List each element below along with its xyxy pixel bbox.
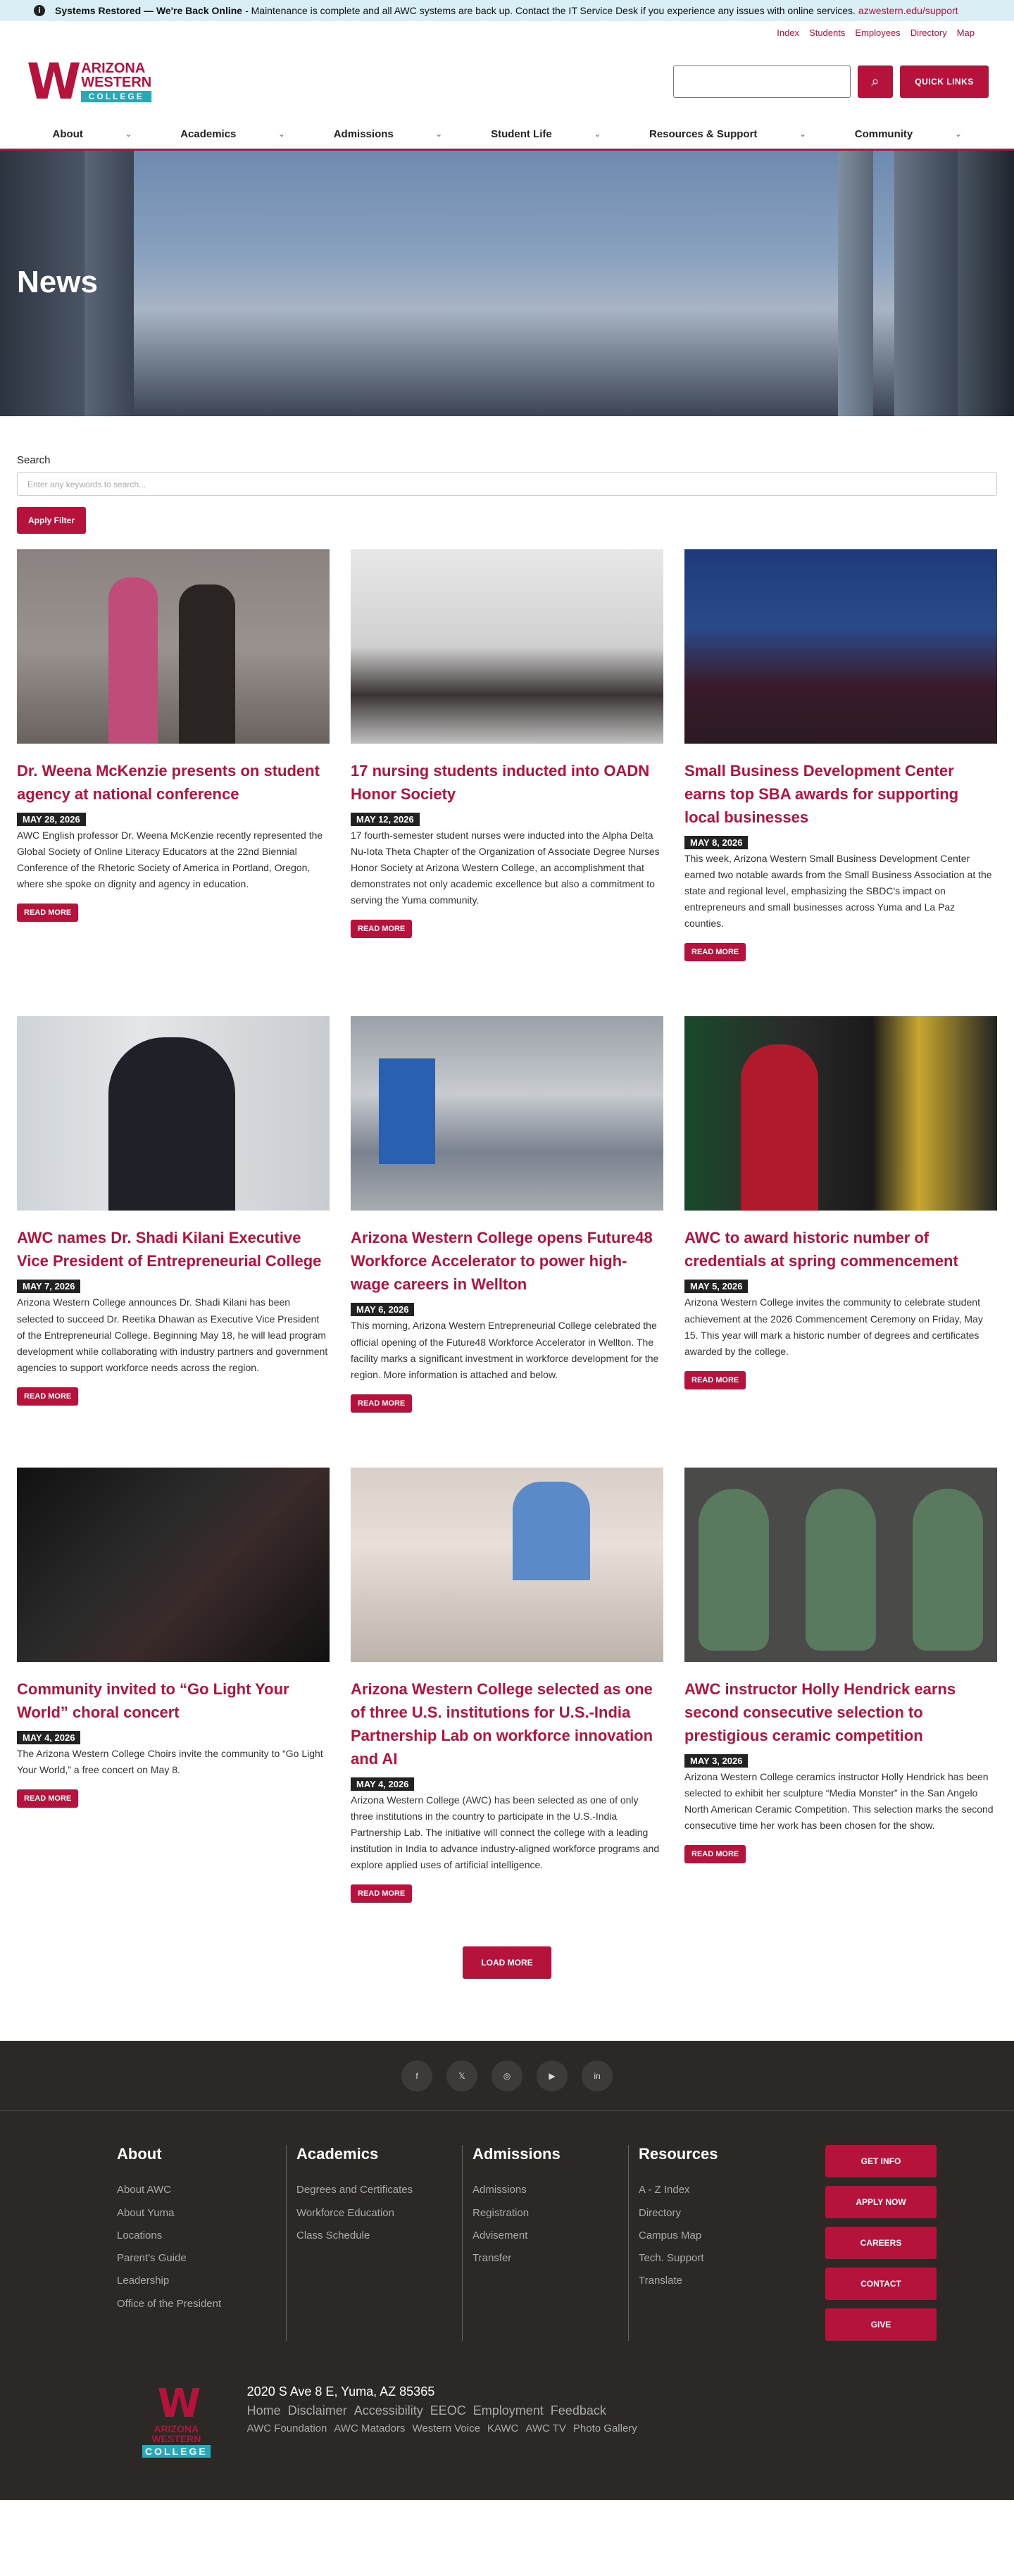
footer-bottom bbox=[0, 2341, 1014, 2458]
news-grid bbox=[0, 534, 1014, 1903]
footer-col-admissions bbox=[462, 2145, 628, 2341]
utility-nav bbox=[0, 21, 1014, 44]
photo-figure bbox=[513, 1482, 590, 1580]
chevron-down-icon: ⌄ bbox=[125, 130, 132, 139]
news-card-summary: 17 fourth-semester student nurses were inducted into the Alpha Delta Nu-Iota Theta Chapter of the Organization of Associate Degree Nurses Honor Society at Arizona Western College, an accomplishment that demonstrates not only academic excellence but also a commitment to serving the Yuma community. bbox=[351, 830, 660, 906]
footer-link-western-voice[interactable]: Western Voice bbox=[412, 2422, 480, 2435]
news-card bbox=[17, 1468, 330, 1903]
read-more-button[interactable]: READ MORE bbox=[684, 943, 746, 961]
news-card-image[interactable] bbox=[684, 1016, 997, 1211]
footer-link[interactable]: Transfer bbox=[472, 2252, 512, 2265]
news-card-date: MAY 8, 2026 bbox=[684, 836, 748, 849]
photo-machine bbox=[379, 1058, 435, 1164]
logo-line-3: COLLEGE bbox=[142, 2445, 211, 2458]
news-card-summary: Arizona Western College invites the community to celebrate student achievement at the 2026 Commencement Ceremony on Friday, May 15. This year will mark a historic number of degrees and certificates awarded by the college. bbox=[684, 1296, 983, 1357]
news-card-date: MAY 3, 2026 bbox=[684, 1754, 748, 1768]
footer-link[interactable]: Advisement bbox=[472, 2229, 528, 2242]
search-icon: ⌕ bbox=[871, 73, 880, 89]
news-card-summary: Arizona Western College (AWC) has been selected as one of only three institutions in the country to participate in the U.S.-India Partnership Lab. The initiative will connect the college with a leading institution in India to advance industry-aligned workforce programs and explore applied uses of artificial intelligence. bbox=[351, 1794, 660, 1871]
footer-link-employment[interactable]: Employment bbox=[472, 2403, 544, 2418]
footer-link-awc-tv[interactable]: AWC TV bbox=[525, 2422, 566, 2435]
utility-link-map[interactable]: Map bbox=[956, 27, 975, 38]
linkedin-icon[interactable]: in bbox=[582, 2061, 613, 2092]
alert-text: - Maintenance is complete and all AWC systems are back up. Contact the IT Service Desk if you experience any issues with online services. bbox=[245, 5, 856, 16]
news-card-title[interactable]: Small Business Development Center earns top SBA awards for supporting local businesses bbox=[684, 762, 959, 826]
photo-figure bbox=[108, 577, 158, 744]
news-card-summary: This morning, Arizona Western Entrepreneurial College celebrated the official opening of the Future48 Workforce Accelerator in Wellton. The facility marks a significant investment in workforce development for the region. More information is attached and below. bbox=[351, 1320, 659, 1380]
facebook-icon[interactable]: f bbox=[401, 2061, 432, 2092]
college-address: 2020 S Ave 8 E, Yuma, AZ 85365 bbox=[246, 2384, 435, 2399]
hero-building-right bbox=[958, 151, 1014, 416]
news-card-title[interactable]: AWC names Dr. Shadi Kilani Executive Vice President of Entrepreneurial College bbox=[17, 1229, 322, 1270]
page-title: News bbox=[17, 265, 98, 299]
nav-label: Community bbox=[854, 128, 913, 140]
footer-link-eeoc[interactable]: EEOC bbox=[430, 2403, 466, 2418]
news-card-title[interactable]: AWC to award historic number of credentials at spring commencement bbox=[684, 1229, 958, 1270]
hero-banner bbox=[0, 151, 1014, 416]
keyword-search-input[interactable]: Enter any keywords to search... bbox=[17, 472, 997, 496]
footer-link[interactable]: Campus Map bbox=[639, 2229, 702, 2242]
footer-link-matadors[interactable]: AWC Matadors bbox=[334, 2422, 406, 2435]
footer-link-accessibility[interactable]: Accessibility bbox=[353, 2403, 423, 2418]
news-card-image[interactable] bbox=[684, 1468, 997, 1662]
footer-col-title: About bbox=[117, 2145, 162, 2163]
news-card-date: MAY 5, 2026 bbox=[684, 1280, 748, 1293]
header-search-button[interactable] bbox=[858, 65, 893, 98]
news-card-date: MAY 4, 2026 bbox=[17, 1731, 80, 1744]
alert-link[interactable]: azwestern.edu/support bbox=[858, 5, 958, 16]
alert-title: Systems Restored — We're Back Online bbox=[55, 5, 243, 16]
logo-line-2: WESTERN bbox=[151, 2433, 201, 2445]
instagram-icon[interactable]: ◎ bbox=[492, 2061, 522, 2092]
photo-sculpture bbox=[699, 1489, 769, 1651]
footer-cta-buttons bbox=[825, 2145, 937, 2341]
footer-link[interactable]: Office of the President bbox=[117, 2297, 222, 2310]
read-more-button[interactable]: READ MORE bbox=[351, 1884, 412, 1903]
news-card-summary: Arizona Western College announces Dr. Shadi Kilani has been selected to succeed Dr. Reetika Dhawan as Executive Vice President of the Entrepreneurial College. Beginning May 18, he will lead program development while collaborating with industry partners and government agencies to support workforce needs across the region. bbox=[17, 1296, 328, 1373]
chevron-down-icon: ⌄ bbox=[435, 130, 442, 139]
news-card bbox=[684, 1468, 997, 1903]
footer-columns bbox=[0, 2111, 1014, 2341]
utility-link-index[interactable]: Index bbox=[777, 27, 800, 38]
news-card-summary: AWC English professor Dr. Weena McKenzie recently represented the Global Society of Online Literacy Educators at the 22nd Biennial Conference of the Rhetoric Society of America in Portland, Oregon, where she spoke on dignity and agency in education. bbox=[17, 830, 323, 890]
news-card-summary: The Arizona Western College Choirs invite the community to “Go Light Your World,” a free concert on May 8. bbox=[17, 1747, 323, 1775]
news-card bbox=[351, 549, 663, 961]
footer-link[interactable]: Workforce Education bbox=[296, 2206, 394, 2219]
footer-link[interactable]: Degrees and Certificates bbox=[296, 2184, 413, 2196]
news-card-date: MAY 4, 2026 bbox=[351, 1777, 414, 1791]
give-button[interactable]: GIVE bbox=[825, 2308, 937, 2341]
footer-link-foundation[interactable]: AWC Foundation bbox=[246, 2422, 327, 2435]
footer-link[interactable]: Tech. Support bbox=[639, 2252, 704, 2265]
read-more-button[interactable]: READ MORE bbox=[17, 904, 78, 922]
photo-graduate bbox=[741, 1044, 818, 1211]
footer-link[interactable]: Parent's Guide bbox=[117, 2252, 187, 2265]
footer-link-disclaimer[interactable]: Disclaimer bbox=[287, 2403, 347, 2418]
nav-item-community[interactable] bbox=[855, 128, 962, 140]
load-more-button[interactable]: LOAD MORE bbox=[463, 1946, 551, 1979]
photo-figure bbox=[179, 584, 235, 744]
main-nav bbox=[0, 120, 1014, 151]
youtube-icon[interactable]: ▶ bbox=[537, 2061, 568, 2092]
utility-link-employees[interactable]: Employees bbox=[855, 27, 901, 38]
footer-col-title: Admissions bbox=[472, 2145, 561, 2163]
footer-col-title: Resources bbox=[639, 2145, 718, 2163]
photo-figure bbox=[108, 1037, 235, 1211]
news-card-image[interactable] bbox=[17, 1016, 330, 1211]
read-more-button[interactable]: READ MORE bbox=[351, 1394, 412, 1413]
footer-link-home[interactable]: Home bbox=[246, 2403, 281, 2418]
nav-item-resources[interactable] bbox=[649, 128, 806, 140]
hero-building-right-3 bbox=[838, 151, 873, 416]
read-more-button[interactable]: READ MORE bbox=[684, 1845, 746, 1863]
news-card-title[interactable]: 17 nursing students inducted into OADN Honor Society bbox=[351, 762, 650, 803]
nav-item-student-life[interactable] bbox=[491, 128, 601, 140]
site-header bbox=[0, 44, 1014, 120]
chevron-down-icon: ⌄ bbox=[278, 130, 285, 139]
careers-button[interactable]: CAREERS bbox=[825, 2227, 937, 2259]
news-card bbox=[17, 1016, 330, 1412]
news-card bbox=[684, 1016, 997, 1412]
footer-link[interactable]: About AWC bbox=[117, 2184, 171, 2196]
logo-line-3: COLLEGE bbox=[81, 91, 151, 102]
hero-building-right-2 bbox=[894, 151, 958, 416]
news-card-summary: Arizona Western College ceramics instructor Holly Hendrick has been selected to exhibit her sculpture “Media Monster” in the San Angelo North American Ceramic Competition. This selection marks the second consecutive time her work has been chosen for the show. bbox=[684, 1770, 994, 1832]
footer-logo[interactable] bbox=[142, 2381, 211, 2458]
footer-link[interactable]: A - Z Index bbox=[639, 2184, 690, 2196]
footer-link-photo-gallery[interactable]: Photo Gallery bbox=[572, 2422, 637, 2435]
news-card-title[interactable]: Arizona Western College opens Future48 Workforce Accelerator to power high-wage careers in Wellton bbox=[351, 1229, 653, 1294]
read-more-button[interactable]: READ MORE bbox=[17, 1387, 78, 1406]
nav-item-about[interactable] bbox=[53, 128, 132, 140]
read-more-button[interactable]: READ MORE bbox=[17, 1789, 78, 1808]
news-card-date: MAY 12, 2026 bbox=[351, 813, 420, 826]
read-more-button[interactable]: READ MORE bbox=[351, 920, 412, 938]
apply-now-button[interactable]: APPLY NOW bbox=[825, 2186, 937, 2218]
footer-link-feedback[interactable]: Feedback bbox=[550, 2403, 606, 2418]
social-links bbox=[0, 2041, 1014, 2111]
logo-w-mark: W bbox=[157, 2381, 196, 2427]
footer-link[interactable]: Locations bbox=[117, 2229, 163, 2242]
footer-link[interactable]: Directory bbox=[639, 2206, 682, 2219]
footer-link[interactable]: Admissions bbox=[472, 2184, 527, 2196]
footer-link[interactable]: Class Schedule bbox=[296, 2229, 370, 2242]
x-icon[interactable]: 𝕏 bbox=[446, 2061, 477, 2092]
news-card-image[interactable] bbox=[351, 1016, 663, 1211]
news-card-title[interactable]: Community invited to “Go Light Your World” choral concert bbox=[17, 1680, 289, 1721]
photo-sculpture bbox=[806, 1489, 876, 1651]
info-icon: i bbox=[34, 5, 45, 16]
news-card-image[interactable] bbox=[17, 549, 330, 744]
footer-col-resources bbox=[628, 2145, 769, 2341]
logo-w-mark: W bbox=[27, 53, 76, 111]
photo-sculpture bbox=[913, 1489, 983, 1651]
news-card-image[interactable] bbox=[17, 1468, 330, 1662]
news-card-summary: This week, Arizona Western Small Business Development Center earned two notable awards from the Small Business Association at the state and regional level, emphasizing the SBDC's impact on entrepreneurs and small businesses across Yuma and La Paz counties. bbox=[684, 853, 992, 930]
site-footer bbox=[0, 2041, 1014, 2500]
news-card-title[interactable]: AWC instructor Holly Hendrick earns second consecutive selection to prestigious ceramic competition bbox=[684, 1680, 956, 1744]
news-card bbox=[684, 549, 997, 961]
apply-filter-button[interactable]: Apply Filter bbox=[17, 507, 86, 534]
news-card bbox=[351, 1468, 663, 1903]
quick-links-button[interactable]: QUICK LINKS bbox=[900, 65, 989, 98]
chevron-down-icon: ⌄ bbox=[955, 130, 962, 139]
news-card bbox=[17, 549, 330, 961]
chevron-down-icon: ⌄ bbox=[799, 130, 806, 139]
nav-item-academics[interactable] bbox=[180, 128, 284, 140]
footer-links-secondary bbox=[247, 2422, 637, 2434]
search-label: Search bbox=[17, 454, 51, 466]
footer-col-title: Academics bbox=[296, 2145, 379, 2163]
footer-link[interactable]: About Yuma bbox=[117, 2206, 175, 2219]
footer-link[interactable]: Leadership bbox=[117, 2275, 170, 2287]
footer-links-primary bbox=[247, 2403, 637, 2418]
logo-line-1: ARIZONA bbox=[81, 61, 146, 76]
header-search-input[interactable] bbox=[673, 65, 851, 98]
news-card-date: MAY 28, 2026 bbox=[17, 813, 86, 826]
logo-line-1: ARIZONA bbox=[154, 2423, 199, 2435]
footer-link[interactable]: Translate bbox=[639, 2275, 682, 2287]
contact-button[interactable]: CONTACT bbox=[825, 2268, 937, 2300]
news-card-image[interactable] bbox=[351, 1468, 663, 1662]
footer-col-about bbox=[117, 2145, 286, 2341]
search-section bbox=[0, 416, 1014, 534]
utility-link-students[interactable]: Students bbox=[809, 27, 846, 38]
nav-label: Student Life bbox=[491, 128, 552, 140]
news-card-image[interactable] bbox=[684, 549, 997, 744]
chevron-down-icon: ⌄ bbox=[594, 130, 601, 139]
get-info-button[interactable]: GET INFO bbox=[825, 2145, 937, 2177]
news-card-image[interactable] bbox=[351, 549, 663, 744]
nav-label: Academics bbox=[180, 128, 237, 140]
nav-label: Resources & Support bbox=[649, 128, 758, 140]
logo-line-2: WESTERN bbox=[81, 75, 152, 90]
alert-bar bbox=[0, 0, 1014, 21]
footer-link-kawc[interactable]: KAWC bbox=[487, 2422, 519, 2435]
college-logo[interactable] bbox=[27, 53, 152, 111]
footer-col-academics bbox=[286, 2145, 462, 2341]
news-card-title[interactable]: Dr. Weena McKenzie presents on student agency at national conference bbox=[17, 762, 320, 803]
news-card-date: MAY 6, 2026 bbox=[351, 1303, 414, 1316]
news-card-date: MAY 7, 2026 bbox=[17, 1280, 80, 1293]
nav-item-admissions[interactable] bbox=[334, 128, 442, 140]
news-card-title[interactable]: Arizona Western College selected as one of three U.S. institutions for U.S.-India Partnership Lab on workforce innovation and AI bbox=[351, 1680, 653, 1768]
read-more-button[interactable]: READ MORE bbox=[684, 1371, 746, 1389]
nav-label: About bbox=[52, 128, 83, 140]
news-card bbox=[351, 1016, 663, 1412]
nav-label: Admissions bbox=[333, 128, 394, 140]
footer-link[interactable]: Registration bbox=[472, 2206, 530, 2219]
load-more-wrap bbox=[0, 1946, 1014, 1979]
utility-link-directory[interactable]: Directory bbox=[910, 27, 947, 38]
